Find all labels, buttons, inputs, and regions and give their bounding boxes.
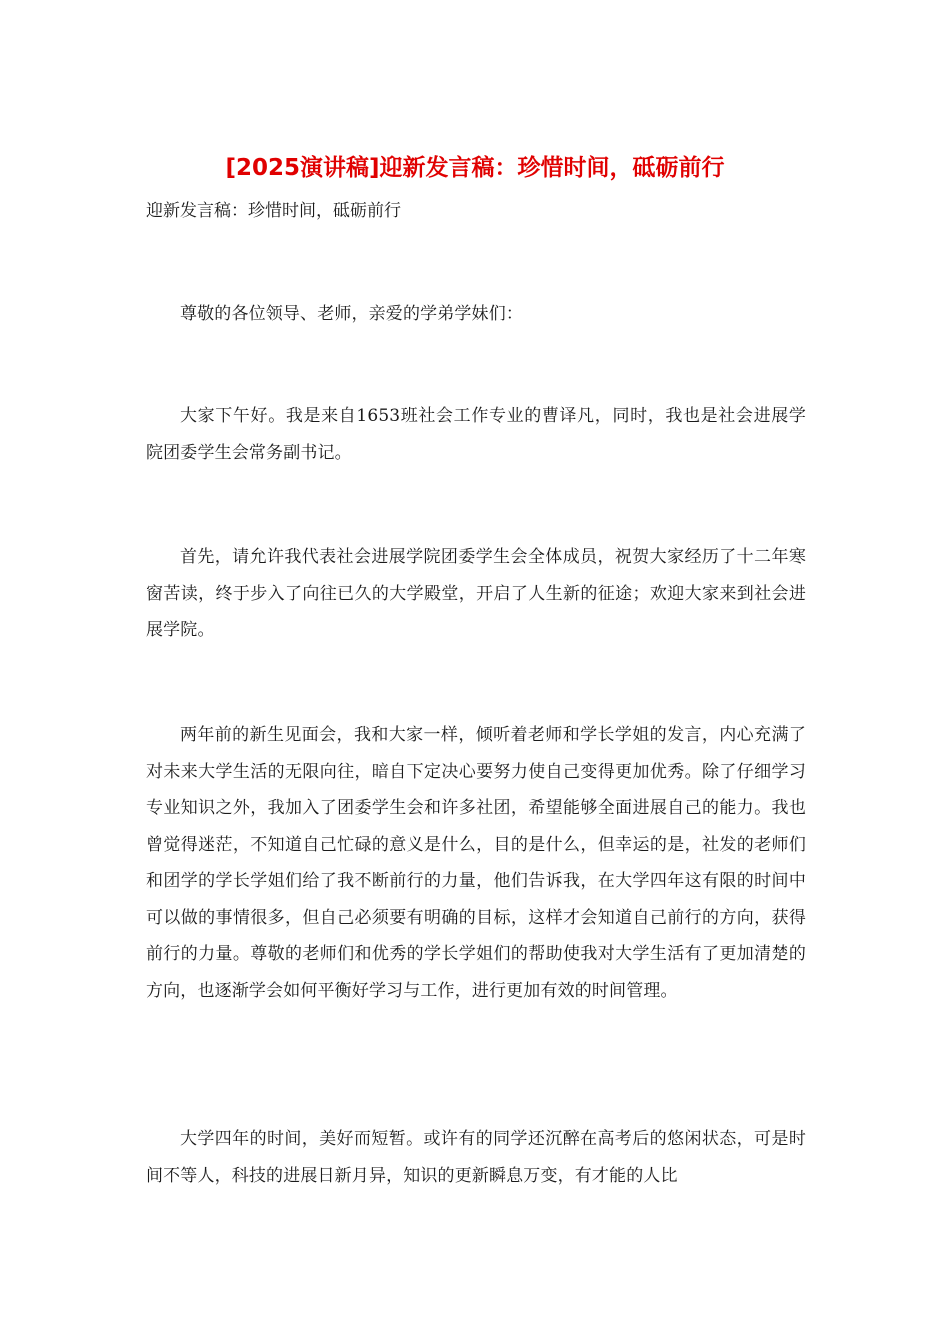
paragraph-experience: 两年前的新生见面会，我和大家一样，倾听着老师和学长学姐的发言，内心充满了对未来大学生活的无限向往，暗自下定决心要努力使自己变得更加优秀。除了仔细学习专业知识之外，我加入了团委学生会和许多社团，希望能够全面进展自己的能力。我也曾觉得迷茫，不知道自己忙碌的意义是什么，目的是什么，但幸运的是，社发的老师们和团学的学长学姐们给了我不断前行的力量，他们告诉我，在大学四年这有限的时间中可以做的事情很多，但自己必须要有明确的目标，这样才会知道自己前行的方向，获得前行的力量。尊敬的老师们和优秀的学长学姐们的帮助使我对大学生活有了更加清楚的方向，也逐渐学会如何平衡好学习与工作，进行更加有效的时间管理。 [146, 725, 806, 1001]
paragraph-time: 大学四年的时间，美好而短暂。或许有的同学还沉醉在高考后的悠闲状态，可是时间不等人，科技的进展日新月异，知识的更新瞬息万变，有才能的人比 [146, 1129, 806, 1186]
paragraph-welcome: 首先，请允许我代表社会进展学院团委学生会全体成员，祝贺大家经历了十二年寒窗苦读，终于步入了向往已久的大学殿堂，开启了人生新的征途；欢迎大家来到社会进展学院。 [146, 547, 806, 640]
paragraph-greeting: 尊敬的各位领导、老师，亲爱的学弟学妹们： [180, 304, 523, 324]
paragraph-introduction: 大家下午好。我是来自1653班社会工作专业的曹译凡，同时，我也是社会进展学院团委学生会常务副书记。 [146, 406, 806, 463]
document-subtitle: 迎新发言稿：珍惜时间，砥砺前行 [146, 201, 401, 221]
document-title: [2025演讲稿]迎新发言稿：珍惜时间，砥砺前行 [225, 155, 725, 181]
